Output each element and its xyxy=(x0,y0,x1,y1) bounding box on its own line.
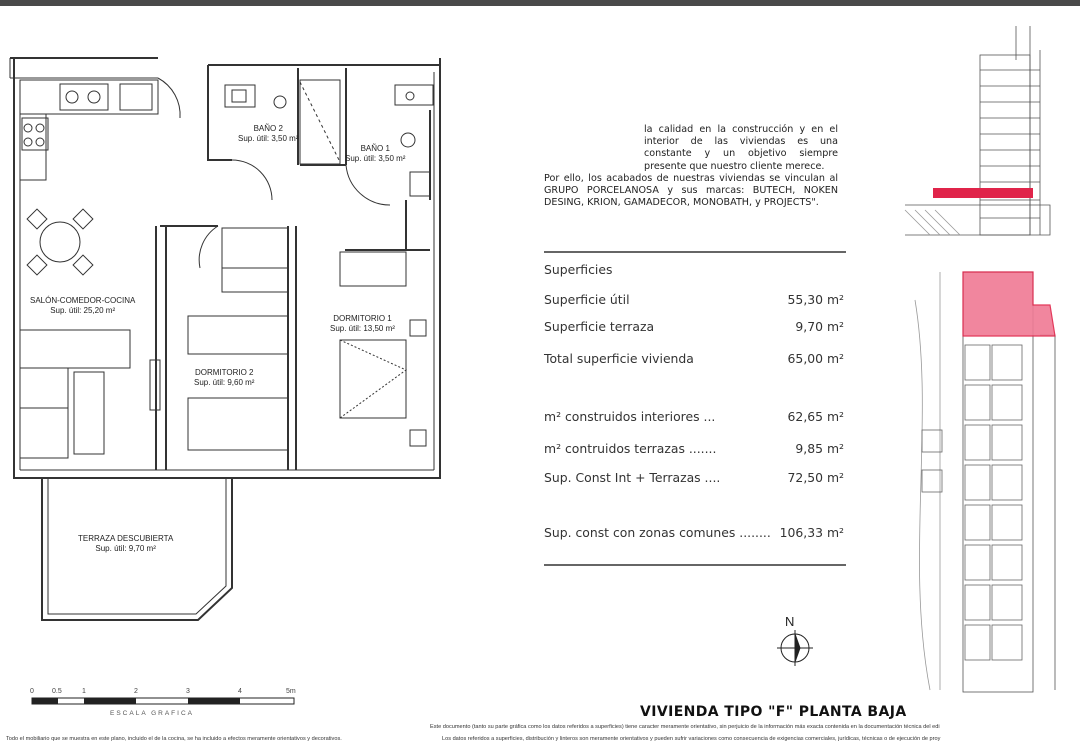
living-furniture xyxy=(20,330,160,458)
room-name: TERRAZA DESCUBIERTA xyxy=(78,534,174,543)
north-label: N xyxy=(785,614,795,629)
room-area: Sup. útil: 25,20 m² xyxy=(50,306,116,315)
scale-tick: 3 xyxy=(186,688,190,695)
room-area: Sup. útil: 13,50 m² xyxy=(330,324,395,333)
room-area: Sup. útil: 9,60 m² xyxy=(194,378,255,387)
graphic-scale xyxy=(32,698,294,704)
table-row: Superficie terraza 9,70 m² xyxy=(544,319,844,334)
room-area: Sup. útil: 9,70 m² xyxy=(95,544,156,553)
room-area: Sup. útil: 3,50 m² xyxy=(345,154,406,163)
site-highlight xyxy=(963,272,1055,336)
room-name: BAÑO 1 xyxy=(360,144,390,153)
scale-name: ESCALA GRAFICA xyxy=(110,710,194,717)
room-dormitorio2 xyxy=(194,368,254,388)
north-arrow xyxy=(777,630,813,666)
description xyxy=(544,124,838,209)
table-row: Superficie útil 55,30 m² xyxy=(544,292,844,307)
room-name: DORMITORIO 2 xyxy=(194,368,254,377)
room-name: DORMITORIO 1 xyxy=(333,314,392,323)
table-heading: Superficies xyxy=(544,262,613,277)
footer-note: Los datos referidos a superficies, distribución y linteros son meramente orientativos y pueden sufrir variaciones como consecuencia de exigencias comerciales, jurídicas, técnicas o de ejecución de proy xyxy=(442,736,941,742)
room-area: Sup. útil: 3,50 m² xyxy=(238,134,299,143)
dining-table xyxy=(27,209,93,275)
scale-tick: 1 xyxy=(82,688,86,695)
room-salon xyxy=(30,296,135,316)
scale-tick: 4 xyxy=(238,688,242,695)
room-name: BAÑO 2 xyxy=(253,124,283,133)
kitchen-counter xyxy=(20,78,180,180)
scale-tick: 5m xyxy=(286,688,296,695)
room-name: SALÓN-COMEDOR-COCINA xyxy=(30,296,136,305)
table-row: Sup. Const Int + Terrazas .... 72,50 m² xyxy=(544,470,844,485)
bedroom-furniture xyxy=(188,226,426,450)
table-rule-top xyxy=(544,251,846,253)
description-line: Por ello, los acabados de nuestras viviendas se vinculan al GRUPO PORCELANOSA y sus marcas: BUTECH, NOKEN DESING, KRION, GAMADECOR, MONOBATH, y PROJECTS". xyxy=(544,172,838,209)
scale-tick: 0.5 xyxy=(52,688,62,695)
table-row: Sup. const con zonas comunes ........ 106,33 m² xyxy=(544,525,844,540)
scale-tick: 2 xyxy=(134,688,138,695)
table-row: Total superficie vivienda 65,00 m² xyxy=(544,351,844,366)
table-row: m² contruidos terrazas ....... 9,85 m² xyxy=(544,441,844,456)
table-rule-bottom xyxy=(544,564,846,566)
table-row: m² construidos interiores ... 62,65 m² xyxy=(544,409,844,424)
room-dormitorio1 xyxy=(330,314,395,334)
room-bano1 xyxy=(345,144,405,164)
building-section xyxy=(905,26,1050,235)
page-title: VIVIENDA TIPO "F" PLANTA BAJA xyxy=(640,704,907,720)
description-line: la calidad en la construcción y en el interior de las viviendas es una constante y un objetivo siempre presente que nuestro cliente merece. xyxy=(644,124,838,172)
section-highlight xyxy=(933,188,1033,198)
room-terraza xyxy=(78,534,173,554)
scale-tick: 0 xyxy=(30,688,34,695)
footer-note: Este documento (tanto su parte gráfica como los datos referidos a superficies) tiene caracter meramente orientativo, sin perjuicio de la información más exacta contenida en la documentación técnica del edi xyxy=(430,724,940,730)
room-bano2 xyxy=(238,124,298,144)
footer-note: Todo el mobiliario que se muestra en este plano, incluido el de la cocina, se ha incluido a efectos meramente orientativos y decorativos. xyxy=(6,736,342,742)
